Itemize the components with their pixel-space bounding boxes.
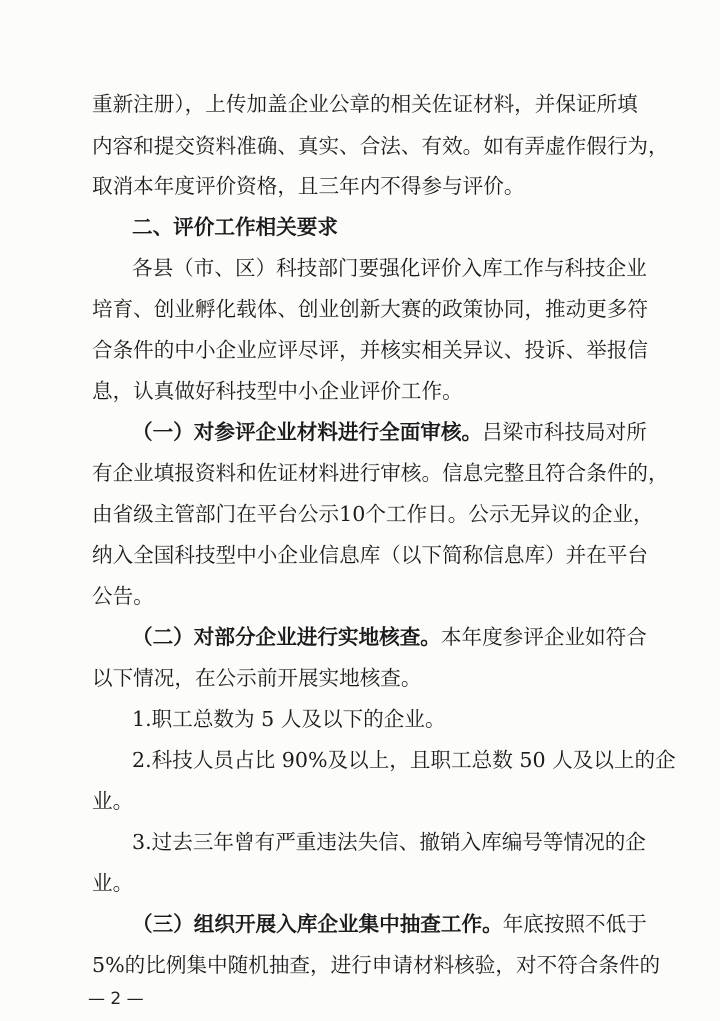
paragraph-line: 培育、创业孵化载体、创业创新大赛的政策协同，推动更多符 <box>92 297 649 321</box>
paragraph-line: 纳入全国科技型中小企业信息库（以下简称信息库）并在平台 <box>92 543 649 567</box>
paragraph-line: 公告。 <box>92 584 154 608</box>
paragraph-line: 以下情况，在公示前开展实地核查。 <box>92 666 422 690</box>
paragraph-line: 重新注册），上传加盖企业公章的相关佐证材料，并保证所填 <box>92 92 638 116</box>
subsection-text: 本年度参评企业如符合 <box>440 625 647 649</box>
section-heading: 二、评价工作相关要求 <box>132 215 338 239</box>
page-number: — 2 — <box>88 989 144 1009</box>
paragraph-line: 内容和提交资料准确、真实、合法、有效。如有弄虚作假行为， <box>92 134 669 158</box>
subsection-line <box>132 622 647 652</box>
paragraph-line: 各县（市、区）科技部门要强化评价入库工作与科技企业 <box>132 256 647 280</box>
subsection-line <box>132 417 647 447</box>
list-item: 2.科技人员占比 90%及以上，且职工总数 50 人及以上的企 <box>132 748 676 772</box>
list-item-continuation: 业。 <box>92 871 134 895</box>
paragraph-line: 取消本年度评价资格，且三年内不得参与评价。 <box>92 174 525 198</box>
subsection-lead: （二）对部分企业进行实地核查。 <box>132 625 441 649</box>
subsection-lead: （三）组织开展入库企业集中抽查工作。 <box>132 912 503 936</box>
paragraph-line: 息，认真做好科技型中小企业评价工作。 <box>92 379 463 403</box>
paragraph-line: 5%的比例集中随机抽查，进行申请材料核验，对不符合条件的 <box>92 953 661 977</box>
subsection-text: 吕梁市科技局对所 <box>482 420 647 444</box>
subsection-text: 年底按照不低于 <box>502 912 647 936</box>
list-item-continuation: 业。 <box>92 789 134 813</box>
subsection-lead: （一）对参评企业材料进行全面审核。 <box>132 420 483 444</box>
paragraph-line: 由省级主管部门在平台公示10个工作日。公示无异议的企业， <box>92 502 654 526</box>
list-item: 3.过去三年曾有严重违法失信、撤销入库编号等情况的企 <box>132 830 646 854</box>
paragraph-line: 有企业填报资料和佐证材料进行审核。信息完整且符合条件的， <box>92 461 669 485</box>
subsection-line <box>132 909 647 939</box>
paragraph-line: 合条件的中小企业应评尽评，并核实相关异议、投诉、举报信 <box>92 338 649 362</box>
list-item: 1.职工总数为 5 人及以下的企业。 <box>132 707 446 731</box>
